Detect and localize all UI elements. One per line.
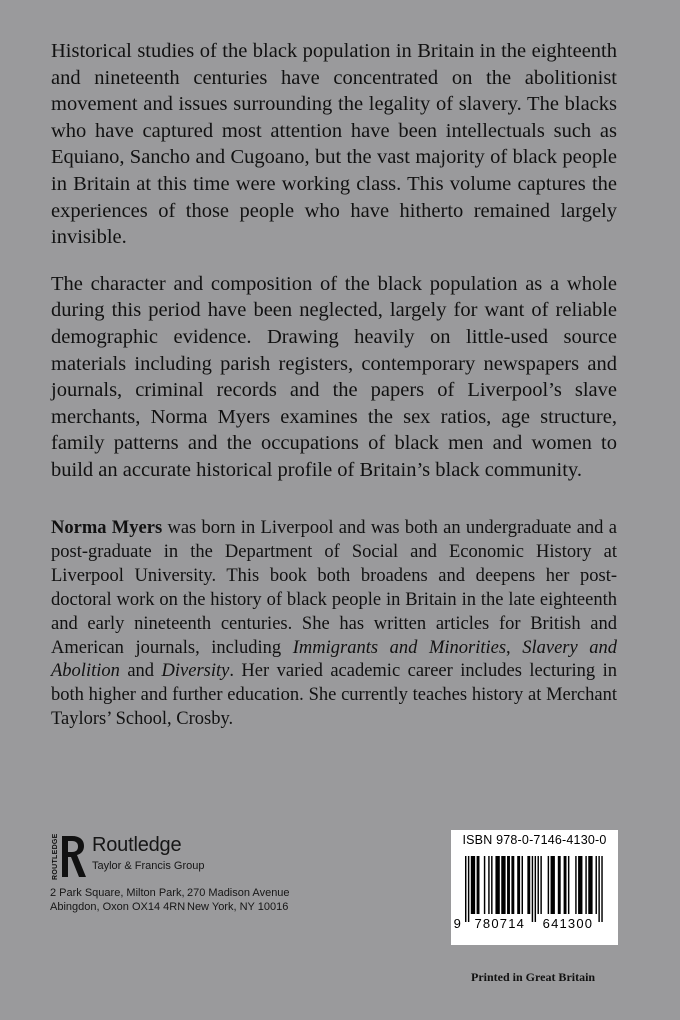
barcode-bar-19	[551, 856, 555, 914]
blurb-paragraph-2: The character and composition of the black population as a whole during this period have been neglected, largely for want of reliable demographic evidence. Drawing heavily on little-used source materials including parish registers, contemporary newspapers and journals, criminal records and the papers of Liverpool’s slave merchants, Norma Myers examines the sex ratios, age structure, family patterns and the occupations of black men and women to build an accurate historical profile of Britain’s black community.	[51, 272, 617, 481]
barcode-bar-17	[540, 856, 541, 914]
barcode-bar-28	[598, 856, 599, 922]
barcode-bar-7	[495, 856, 499, 914]
barcode-digits-left: 780714	[474, 916, 526, 931]
svg-text:ROUTLEDGE: ROUTLEDGE	[52, 833, 59, 880]
barcode-digits-right: 641300	[542, 916, 594, 931]
bio-text-1: was born in Liverpool and was both an undergraduate and a post-graduate in the Department of Social and Economic History at Liverpool University. This book both broadens and deepens her post-doctoral work on the history of black people in Britain in the late eighteenth and early nineteenth centuries. She has written articles for British and American journals, including	[51, 518, 617, 658]
barcode-bar-8	[501, 856, 505, 914]
bio-text-2: . Her varied academic career includes lecturing in both higher and further education. She currently teaches history at Merchant Taylors’ School, Crosby.	[51, 661, 617, 730]
author-bio	[51, 517, 617, 732]
barcode-bar-3	[477, 856, 480, 914]
publisher-name: Routledge	[92, 834, 182, 856]
barcode-bar-22	[568, 856, 569, 914]
author-bio-paragraph	[51, 517, 617, 732]
isbn-label: ISBN 978-0-7146-4130-0	[462, 833, 607, 847]
address-uk-line-1: 2 Park Square, Milton Park,	[50, 887, 185, 899]
barcode-bar-9	[507, 856, 510, 914]
barcode-bar-11	[517, 856, 520, 914]
printed-in-label: Printed in Great Britain	[471, 970, 596, 984]
barcode-bar-16	[538, 856, 539, 914]
barcode-bar-14	[532, 856, 533, 922]
barcode-bar-4	[484, 856, 485, 914]
barcode-bar-10	[511, 856, 514, 914]
barcode-bar-23	[575, 856, 576, 914]
address-us-line-1: 270 Madison Avenue	[187, 887, 290, 899]
journal-title-1: Immigrants and Minorities	[292, 637, 507, 658]
blurb-paragraph-1: Historical studies of the black population in Britain in the eighteenth and nineteenth centuries have concentrated on the abolitionist movement and issues surrounding the legality of slavery. The blacks who have captured most attention have been intellectuals such as Equiano, Sancho and Cugoano, but the vast majority of black people in Britain at this time were working class. This volume captures the experiences of those people who have hitherto remained largely invisible.	[51, 40, 617, 249]
barcode-digit-lead: 9	[453, 916, 462, 931]
barcode-bar-0	[465, 856, 466, 922]
barcode-image	[451, 850, 618, 945]
address-us-line-2: New York, NY 10016	[187, 901, 289, 913]
barcode-bar-6	[491, 856, 492, 914]
bio-sep-1: ,	[506, 637, 523, 658]
publisher-group: Taylor & Francis Group	[92, 860, 205, 872]
journal-title-3: Diversity	[161, 661, 230, 682]
barcode-bar-2	[471, 856, 475, 914]
barcode-bar-18	[548, 856, 549, 914]
barcode-bar-20	[558, 856, 561, 914]
barcode-bar-24	[578, 856, 582, 914]
barcode-bar-25	[585, 856, 586, 914]
address-uk	[50, 886, 185, 914]
routledge-logo-icon	[50, 832, 88, 882]
barcode-bar-15	[535, 856, 536, 922]
barcode-bar-13	[527, 856, 530, 914]
address-us	[187, 886, 290, 914]
bio-sep-2: and	[119, 661, 162, 682]
back-cover-blurb	[51, 38, 617, 484]
barcode-bar-29	[601, 856, 602, 922]
address-uk-line-2: Abingdon, Oxon OX14 4RN	[50, 901, 186, 913]
barcode-bar-1	[468, 856, 469, 922]
barcode-bar-21	[564, 856, 567, 914]
barcode-bar-26	[588, 856, 592, 914]
publisher-block	[50, 832, 310, 912]
isbn-barcode	[451, 830, 618, 945]
journal-title-2: Slavery and Abolition	[51, 637, 618, 682]
barcode-bar-5	[488, 856, 489, 914]
barcode-bar-27	[596, 856, 597, 914]
barcode-bar-12	[522, 856, 523, 914]
author-name: Norma Myers	[51, 518, 163, 538]
